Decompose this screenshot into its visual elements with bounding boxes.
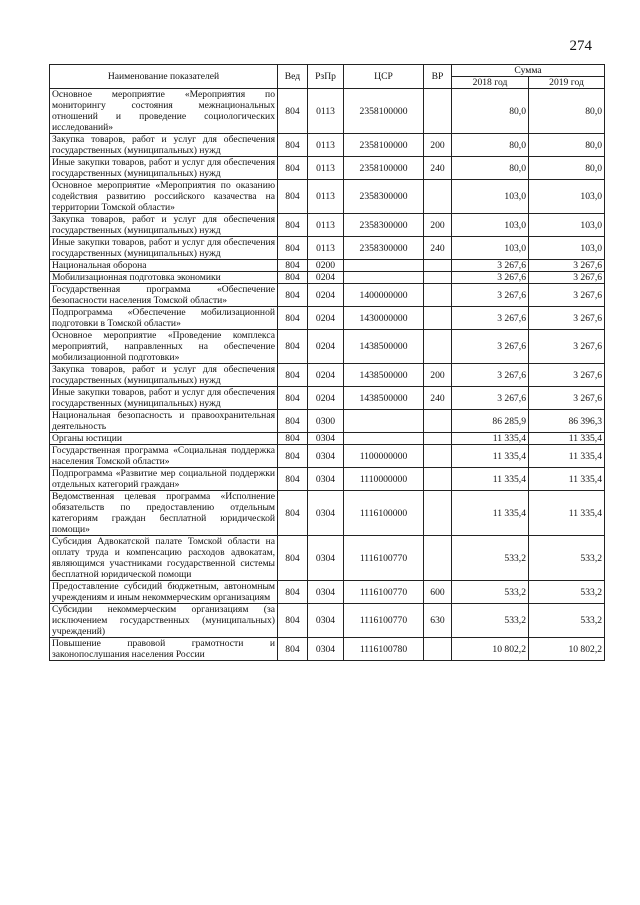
row-name: Мобилизационная подготовка экономики <box>50 272 278 284</box>
table-row <box>50 284 605 307</box>
row-vr <box>424 307 452 330</box>
row-name: Повышение правовой грамотности и законопослушания населения России <box>50 638 278 661</box>
row-name: Иные закупки товаров, работ и услуг для обеспечения государственных (муниципальных) нужд <box>50 387 278 410</box>
table-row <box>50 387 605 410</box>
table-header <box>50 65 605 89</box>
row-sum-2018: 11 335,4 <box>452 468 529 491</box>
row-rzpr: 0200 <box>308 260 344 272</box>
budget-table <box>49 64 605 661</box>
row-rzpr: 0113 <box>308 157 344 180</box>
row-rzpr: 0113 <box>308 180 344 214</box>
row-rzpr: 0204 <box>308 364 344 387</box>
row-sum-2018: 3 267,6 <box>452 364 529 387</box>
row-csr: 1100000000 <box>344 445 424 468</box>
header-name: Наименование показателей <box>50 65 278 89</box>
row-rzpr: 0304 <box>308 581 344 604</box>
header-vr: ВР <box>424 65 452 89</box>
row-vr: 200 <box>424 134 452 157</box>
row-rzpr: 0113 <box>308 134 344 157</box>
row-sum-2018: 80,0 <box>452 134 529 157</box>
row-ved: 804 <box>278 237 308 260</box>
row-rzpr: 0204 <box>308 330 344 364</box>
row-sum-2018: 3 267,6 <box>452 387 529 410</box>
row-sum-2018: 11 335,4 <box>452 433 529 445</box>
row-vr <box>424 433 452 445</box>
row-sum-2019: 11 335,4 <box>529 491 605 536</box>
row-ved: 804 <box>278 180 308 214</box>
row-vr <box>424 410 452 433</box>
row-sum-2018: 86 285,9 <box>452 410 529 433</box>
row-sum-2019: 3 267,6 <box>529 330 605 364</box>
row-sum-2019: 80,0 <box>529 89 605 134</box>
row-rzpr: 0304 <box>308 604 344 638</box>
row-vr <box>424 89 452 134</box>
row-csr: 1116100000 <box>344 491 424 536</box>
row-rzpr: 0300 <box>308 410 344 433</box>
row-sum-2019: 3 267,6 <box>529 260 605 272</box>
row-vr: 630 <box>424 604 452 638</box>
row-vr <box>424 260 452 272</box>
row-sum-2019: 103,0 <box>529 180 605 214</box>
row-rzpr: 0204 <box>308 387 344 410</box>
row-csr <box>344 410 424 433</box>
row-vr: 200 <box>424 214 452 237</box>
row-name: Закупка товаров, работ и услуг для обеспечения государственных (муниципальных) нужд <box>50 364 278 387</box>
row-vr <box>424 445 452 468</box>
row-sum-2018: 10 802,2 <box>452 638 529 661</box>
table-row <box>50 134 605 157</box>
row-name: Государственная программа «Социальная поддержка населения Томской области» <box>50 445 278 468</box>
row-vr <box>424 468 452 491</box>
row-sum-2019: 11 335,4 <box>529 468 605 491</box>
table-row <box>50 468 605 491</box>
row-csr: 2358100000 <box>344 134 424 157</box>
row-sum-2018: 3 267,6 <box>452 284 529 307</box>
row-name: Основное мероприятие «Мероприятия по оказанию содействия развитию российского казачества на территории Томской области» <box>50 180 278 214</box>
table-row <box>50 214 605 237</box>
row-sum-2018: 103,0 <box>452 214 529 237</box>
page-number: 274 <box>569 38 592 54</box>
row-vr: 240 <box>424 387 452 410</box>
row-sum-2019: 80,0 <box>529 157 605 180</box>
row-name: Иные закупки товаров, работ и услуг для обеспечения государственных (муниципальных) нужд <box>50 157 278 180</box>
row-sum-2018: 3 267,6 <box>452 330 529 364</box>
row-vr <box>424 272 452 284</box>
row-rzpr: 0204 <box>308 307 344 330</box>
table-row <box>50 410 605 433</box>
row-vr <box>424 330 452 364</box>
row-rzpr: 0304 <box>308 433 344 445</box>
table-row <box>50 433 605 445</box>
row-ved: 804 <box>278 307 308 330</box>
row-name: Субсидии некоммерческим организациям (за исключением государственных (муниципальных) учреждений) <box>50 604 278 638</box>
row-sum-2019: 3 267,6 <box>529 272 605 284</box>
row-name: Предоставление субсидий бюджетным, автономным учреждениям и иным некоммерческим организациям <box>50 581 278 604</box>
row-ved: 804 <box>278 284 308 307</box>
table-row <box>50 330 605 364</box>
header-ved: Вед <box>278 65 308 89</box>
row-ved: 804 <box>278 364 308 387</box>
row-csr <box>344 260 424 272</box>
row-rzpr: 0113 <box>308 214 344 237</box>
table-row <box>50 180 605 214</box>
row-ved: 804 <box>278 89 308 134</box>
header-2019: 2019 год <box>529 77 605 89</box>
row-csr <box>344 433 424 445</box>
row-vr: 240 <box>424 237 452 260</box>
row-csr: 2358100000 <box>344 157 424 180</box>
row-ved: 804 <box>278 445 308 468</box>
row-sum-2018: 533,2 <box>452 536 529 581</box>
row-name: Закупка товаров, работ и услуг для обеспечения государственных (муниципальных) нужд <box>50 134 278 157</box>
row-ved: 804 <box>278 468 308 491</box>
row-ved: 804 <box>278 433 308 445</box>
row-sum-2019: 533,2 <box>529 581 605 604</box>
header-2018: 2018 год <box>452 77 529 89</box>
row-sum-2018: 11 335,4 <box>452 445 529 468</box>
table-row <box>50 491 605 536</box>
row-rzpr: 0304 <box>308 536 344 581</box>
row-name: Подпрограмма «Обеспечение мобилизационной подготовки в Томской области» <box>50 307 278 330</box>
row-csr: 1116100770 <box>344 581 424 604</box>
row-rzpr: 0204 <box>308 272 344 284</box>
header-csr: ЦСР <box>344 65 424 89</box>
row-name: Закупка товаров, работ и услуг для обеспечения государственных (муниципальных) нужд <box>50 214 278 237</box>
row-ved: 804 <box>278 214 308 237</box>
row-name: Национальная безопасность и правоохранительная деятельность <box>50 410 278 433</box>
row-csr: 1116100770 <box>344 604 424 638</box>
row-csr: 1110000000 <box>344 468 424 491</box>
row-csr: 2358100000 <box>344 89 424 134</box>
row-sum-2018: 80,0 <box>452 89 529 134</box>
row-rzpr: 0113 <box>308 237 344 260</box>
row-ved: 804 <box>278 387 308 410</box>
row-sum-2018: 103,0 <box>452 237 529 260</box>
row-vr: 200 <box>424 364 452 387</box>
row-name: Основное мероприятие «Мероприятия по мониторингу состояния межнациональных отношений и проведение социологических исследований» <box>50 89 278 134</box>
table-row <box>50 237 605 260</box>
row-sum-2018: 3 267,6 <box>452 307 529 330</box>
row-vr <box>424 284 452 307</box>
row-vr: 240 <box>424 157 452 180</box>
row-sum-2019: 533,2 <box>529 536 605 581</box>
row-vr <box>424 180 452 214</box>
row-sum-2019: 103,0 <box>529 237 605 260</box>
row-sum-2019: 3 267,6 <box>529 307 605 330</box>
row-ved: 804 <box>278 134 308 157</box>
row-vr <box>424 638 452 661</box>
row-sum-2018: 80,0 <box>452 157 529 180</box>
row-csr: 1116100780 <box>344 638 424 661</box>
row-sum-2019: 11 335,4 <box>529 445 605 468</box>
table-row <box>50 581 605 604</box>
row-ved: 804 <box>278 330 308 364</box>
row-sum-2018: 533,2 <box>452 604 529 638</box>
row-ved: 804 <box>278 272 308 284</box>
row-csr: 2358300000 <box>344 180 424 214</box>
row-sum-2018: 533,2 <box>452 581 529 604</box>
row-csr: 2358300000 <box>344 237 424 260</box>
row-vr: 600 <box>424 581 452 604</box>
row-ved: 804 <box>278 260 308 272</box>
row-sum-2019: 11 335,4 <box>529 433 605 445</box>
row-name: Национальная оборона <box>50 260 278 272</box>
row-name: Государственная программа «Обеспечение безопасности населения Томской области» <box>50 284 278 307</box>
row-rzpr: 0304 <box>308 491 344 536</box>
row-name: Ведомственная целевая программа «Исполнение обязательств по предоставлению отдельным категориям граждан бесплатной юридической помощи» <box>50 491 278 536</box>
row-ved: 804 <box>278 157 308 180</box>
row-rzpr: 0304 <box>308 468 344 491</box>
row-csr: 2358300000 <box>344 214 424 237</box>
table-row <box>50 272 605 284</box>
header-sum: Сумма <box>452 65 605 77</box>
row-ved: 804 <box>278 491 308 536</box>
table-body <box>50 89 605 661</box>
row-rzpr: 0204 <box>308 284 344 307</box>
row-ved: 804 <box>278 536 308 581</box>
row-sum-2019: 80,0 <box>529 134 605 157</box>
table-row <box>50 445 605 468</box>
row-sum-2018: 11 335,4 <box>452 491 529 536</box>
row-rzpr: 0113 <box>308 89 344 134</box>
table-row <box>50 157 605 180</box>
row-rzpr: 0304 <box>308 445 344 468</box>
table-row <box>50 604 605 638</box>
row-rzpr: 0304 <box>308 638 344 661</box>
table-row <box>50 307 605 330</box>
row-ved: 804 <box>278 604 308 638</box>
row-name: Основное мероприятие «Проведение комплекса мероприятий, направленных на обеспечение мобилизационной подготовки» <box>50 330 278 364</box>
row-ved: 804 <box>278 410 308 433</box>
row-csr: 1400000000 <box>344 284 424 307</box>
row-sum-2018: 3 267,6 <box>452 272 529 284</box>
row-sum-2019: 3 267,6 <box>529 284 605 307</box>
row-ved: 804 <box>278 581 308 604</box>
row-name: Органы юстиции <box>50 433 278 445</box>
row-sum-2019: 86 396,3 <box>529 410 605 433</box>
table-row <box>50 536 605 581</box>
row-vr <box>424 536 452 581</box>
row-sum-2019: 3 267,6 <box>529 387 605 410</box>
row-vr <box>424 491 452 536</box>
row-name: Субсидия Адвокатской палате Томской области на оплату труда и компенсацию расходов адвокатам, являющимся участниками государственной системы бесплатной юридической помощи <box>50 536 278 581</box>
row-csr <box>344 272 424 284</box>
row-sum-2019: 103,0 <box>529 214 605 237</box>
table-row <box>50 89 605 134</box>
table-row <box>50 260 605 272</box>
row-sum-2019: 533,2 <box>529 604 605 638</box>
table-row <box>50 364 605 387</box>
row-sum-2018: 3 267,6 <box>452 260 529 272</box>
row-csr: 1430000000 <box>344 307 424 330</box>
row-csr: 1438500000 <box>344 364 424 387</box>
row-csr: 1116100770 <box>344 536 424 581</box>
row-sum-2018: 103,0 <box>452 180 529 214</box>
row-ved: 804 <box>278 638 308 661</box>
row-sum-2019: 10 802,2 <box>529 638 605 661</box>
row-name: Подпрограмма «Развитие мер социальной поддержки отдельных категорий граждан» <box>50 468 278 491</box>
table-row <box>50 638 605 661</box>
header-rzpr: РзПр <box>308 65 344 89</box>
row-sum-2019: 3 267,6 <box>529 364 605 387</box>
row-name: Иные закупки товаров, работ и услуг для обеспечения государственных (муниципальных) нужд <box>50 237 278 260</box>
row-csr: 1438500000 <box>344 387 424 410</box>
row-csr: 1438500000 <box>344 330 424 364</box>
